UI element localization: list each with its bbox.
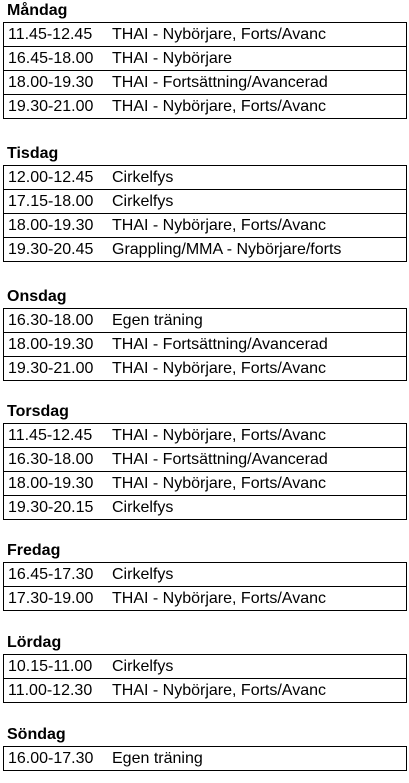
session-activity: Cirkelfys	[112, 193, 174, 210]
day-heading: Tisdag	[7, 145, 59, 162]
day-section-lordag	[0, 632, 409, 703]
session-time: 19.30-21.00	[8, 98, 94, 115]
session-time: 16.30-18.00	[8, 312, 94, 329]
session-time: 16.30-18.00	[8, 451, 94, 468]
day-heading: Måndag	[7, 2, 68, 19]
schedule-row	[4, 238, 406, 262]
session-activity: THAI - Nybörjare, Forts/Avanc	[112, 360, 326, 377]
session-activity: THAI - Nybörjare, Forts/Avanc	[112, 26, 326, 43]
schedule-row	[4, 166, 406, 190]
session-activity: THAI - Nybörjare, Forts/Avanc	[112, 217, 326, 234]
session-time: 11.45-12.45	[8, 427, 93, 444]
session-time: 17.15-18.00	[8, 193, 94, 210]
day-heading: Onsdag	[7, 288, 67, 305]
schedule-row	[4, 47, 406, 71]
session-time: 17.30-19.00	[8, 590, 94, 607]
day-section-tisdag	[0, 143, 409, 262]
session-activity: Egen träning	[112, 750, 203, 767]
schedule-row	[4, 95, 406, 119]
session-activity: Cirkelfys	[112, 658, 174, 675]
day-section-mandag	[0, 0, 409, 119]
session-activity: THAI - Fortsättning/Avancerad	[112, 74, 328, 91]
session-time: 18.00-19.30	[8, 74, 94, 91]
session-time: 18.00-19.30	[8, 217, 94, 234]
session-time: 19.30-21.00	[8, 360, 94, 377]
session-time: 10.15-11.00	[8, 658, 93, 675]
schedule-table	[3, 746, 407, 771]
session-activity: Cirkelfys	[112, 566, 174, 583]
day-section-torsdag	[0, 401, 409, 520]
session-activity: Cirkelfys	[112, 169, 174, 186]
schedule-row	[4, 190, 406, 214]
day-heading: Torsdag	[7, 403, 69, 420]
schedule-table	[3, 423, 407, 520]
day-section-fredag	[0, 540, 409, 611]
schedule-row	[4, 747, 406, 771]
schedule-row	[4, 587, 406, 611]
schedule-row	[4, 333, 406, 357]
session-time: 16.00-17.30	[8, 750, 94, 767]
session-activity: THAI - Nybörjare, Forts/Avanc	[112, 590, 326, 607]
schedule-row	[4, 424, 406, 448]
schedule-row	[4, 496, 406, 520]
session-activity: THAI - Nybörjare, Forts/Avanc	[112, 475, 326, 492]
day-heading: Söndag	[7, 726, 66, 743]
schedule-table	[3, 562, 407, 611]
schedule-row	[4, 71, 406, 95]
session-activity: THAI - Fortsättning/Avancerad	[112, 336, 328, 353]
schedule-table	[3, 22, 407, 119]
day-heading: Lördag	[7, 634, 62, 651]
day-heading: Fredag	[7, 542, 61, 559]
session-activity: Grappling/MMA - Nybörjare/forts	[112, 241, 342, 258]
schedule-row	[4, 563, 406, 587]
session-time: 19.30-20.15	[8, 499, 94, 516]
session-time: 19.30-20.45	[8, 241, 94, 258]
schedule-table	[3, 165, 407, 262]
session-time: 18.00-19.30	[8, 336, 94, 353]
session-time: 16.45-18.00	[8, 50, 94, 67]
session-time: 11.45-12.45	[8, 26, 93, 43]
schedule-row	[4, 679, 406, 703]
session-activity: THAI - Nybörjare	[112, 50, 233, 67]
schedule-row	[4, 448, 406, 472]
schedule-row	[4, 214, 406, 238]
schedule-row	[4, 655, 406, 679]
session-activity: THAI - Fortsättning/Avancerad	[112, 451, 328, 468]
session-activity: THAI - Nybörjare, Forts/Avanc	[112, 427, 326, 444]
session-activity: Cirkelfys	[112, 499, 174, 516]
session-time: 18.00-19.30	[8, 475, 94, 492]
session-activity: Egen träning	[112, 312, 203, 329]
session-time: 12.00-12.45	[8, 169, 94, 186]
session-time: 16.45-17.30	[8, 566, 94, 583]
session-activity: THAI - Nybörjare, Forts/Avanc	[112, 98, 326, 115]
schedule-table	[3, 308, 407, 381]
schedule-row	[4, 357, 406, 381]
session-time: 11.00-12.30	[8, 682, 93, 699]
session-activity: THAI - Nybörjare, Forts/Avanc	[112, 682, 326, 699]
day-section-onsdag	[0, 286, 409, 381]
schedule-row	[4, 309, 406, 333]
schedule-table	[3, 654, 407, 703]
day-section-sondag	[0, 724, 409, 771]
schedule-row	[4, 472, 406, 496]
schedule-row	[4, 23, 406, 47]
